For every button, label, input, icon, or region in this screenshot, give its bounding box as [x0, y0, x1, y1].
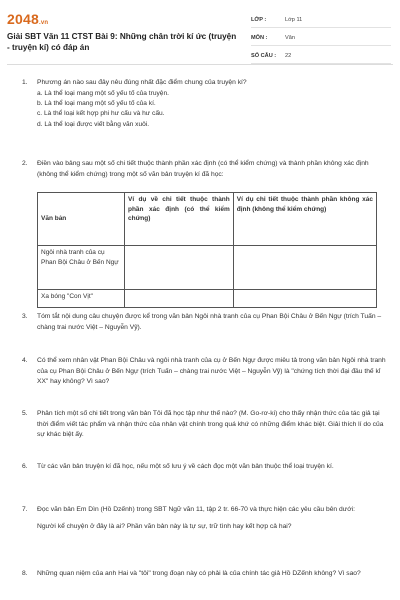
meta-value: Lớp 11	[285, 17, 303, 23]
table-header: Ví dụ về chi tiết thuộc thành phần xác định (có thể kiểm chứng)	[124, 193, 233, 246]
meta-key: SỐ CÂU :	[251, 53, 277, 59]
meta-key: LỚP :	[251, 17, 267, 23]
question-8	[22, 569, 388, 580]
question-number: 7.	[22, 506, 28, 513]
question-number: 1.	[22, 79, 28, 86]
answer-option: b. Là thể loại mang một số yếu tố của kí.	[37, 100, 156, 107]
table-header: Văn bản	[38, 193, 125, 246]
question-subtask: Người kể chuyện ở đây là ai? Phần văn bản này là tự sự, trữ tình hay kết hợp cả hai?	[37, 522, 292, 530]
answer-option: d. Là thể loại được viết bằng văn xuôi.	[37, 120, 150, 128]
table-header: Ví dụ chi tiết thuộc thành phần không xác định (không thể kiểm chứng)	[233, 193, 376, 246]
table-header-row	[38, 193, 377, 246]
question-7	[22, 505, 388, 532]
question-text: Điền vào bảng sau một số chi tiết thuộc thành phần xác định (có thể kiểm chứng) và thành phần không xác định (không thể kiểm chứng) trong một số văn bản truyện kí đã học:	[37, 160, 369, 178]
table-cell[interactable]	[124, 246, 233, 290]
site-logo[interactable]	[7, 11, 48, 27]
question-number: 2.	[22, 160, 28, 167]
table-cell[interactable]	[124, 290, 233, 308]
table-cell[interactable]	[233, 290, 376, 308]
meta-key: MÔN :	[251, 35, 268, 41]
question-text: Có thể xem nhân vật Phan Bội Châu và ngôi nhà tranh của cụ ở Bến Ngự được miêu tả trong văn bản Ngôi nhà tranh của cụ Phan Bội Châu ở Bến Ngự (trích Tuấn – chàng trai nước Việt – Nguyễn Vỹ) là "chứng tích thời đại đầu thế kỉ XX" hay không? Vì sao?	[37, 357, 386, 386]
question-2	[22, 159, 388, 180]
question-number: 4.	[22, 357, 28, 364]
question-text: Phân tích một số chi tiết trong văn bản Tôi đã học tập như thế nào? (M. Go-rơ-ki) cho thấy nhận thức của tác giả tại thời điểm viết tác phẩm và nhận thức của nhân vật chính trong quá khứ có những điểm khác biệt. Giải thích lí do của sự khác biệt ấy.	[37, 410, 384, 439]
question-text: Phương án nào sau đây nêu đúng nhất đặc điểm chung của truyện kí?	[37, 79, 247, 86]
header-divider	[7, 64, 393, 65]
question-number: 5.	[22, 410, 28, 417]
table-cell[interactable]	[233, 246, 376, 290]
question-6	[22, 462, 388, 473]
meta-row-count	[251, 49, 391, 64]
question-number: 6.	[22, 463, 28, 470]
table-row	[38, 246, 377, 290]
logo-main: 2048	[7, 11, 39, 27]
question-text: Tóm tắt nội dung câu chuyện được kể trong văn bản Ngôi nhà tranh của cụ Phan Bội Châu ở Bến Ngự (trích Tuấn – chàng trai nước Việt – Nguyễn Vỹ).	[37, 313, 382, 331]
meta-info	[251, 13, 391, 67]
table-cell: Xa bóng "Con Vịt"	[38, 290, 125, 308]
answer-option: c. Là thể loại kết hợp phi hư cấu và hư cấu.	[37, 110, 165, 118]
page-title: Giải SBT Văn 11 CTST Bài 9: Những chân trời kí ức (truyện - truyện kí) có đáp án	[7, 32, 237, 52]
question-3	[22, 312, 388, 333]
question-number: 3.	[22, 313, 28, 320]
question-text: Đọc văn bản Em Dìn (Hồ Dzếnh) trong SBT Ngữ văn 11, tập 2 tr. 66-70 và thực hiện các yêu cầu bên dưới:	[37, 506, 355, 513]
question-text: Từ các văn bản truyện kí đã học, nếu một số lưu ý về cách đọc một văn bản thuộc thể loại truyện kí.	[37, 463, 334, 470]
table-cell: Ngôi nhà tranh của cụ Phan Bội Châu ở Bến Ngự	[38, 246, 125, 290]
question-1	[22, 78, 388, 130]
question-text: Những quan niệm của anh Hai và "tôi" trong đoạn này có phải là của chính tác giả Hồ DZếnh không? Vì sao?	[37, 570, 361, 577]
question-5	[22, 409, 388, 441]
logo-suffix: .vn	[38, 20, 49, 26]
table-row	[38, 290, 377, 308]
answer-option: a. Là thể loại mang một số yếu tố của truyện.	[37, 89, 169, 97]
meta-value: Văn	[285, 35, 295, 41]
question-4	[22, 356, 388, 388]
question-number: 8.	[22, 570, 28, 577]
meta-value: 22	[285, 53, 292, 59]
meta-row-subject	[251, 31, 391, 46]
meta-row-class	[251, 13, 391, 28]
answer-table	[37, 192, 377, 308]
